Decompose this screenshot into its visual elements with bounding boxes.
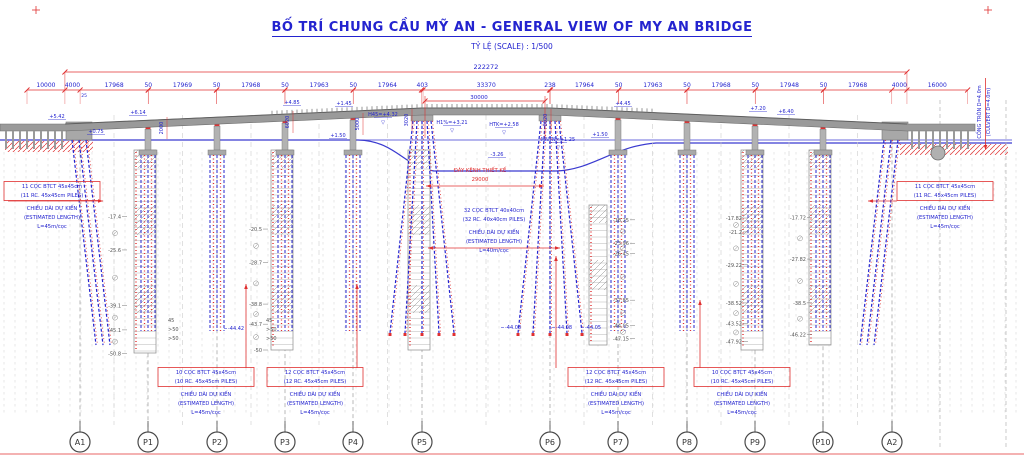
note-line: L=45m/cọc [601,410,631,416]
pier-id: P3 [280,438,290,447]
pile-tip-elevation: -44.08 [505,325,522,331]
spt-value: >50 [168,336,179,342]
pier-P2 [208,123,226,331]
segment-dim-label: 4000 [64,82,81,89]
note-line: L=45m/cọc [37,224,67,230]
segment-dim-label: 17969 [172,82,193,89]
depth-label: -38.52 [725,300,742,307]
pier-A2 [860,122,908,345]
segment-dim-label: 50 [819,82,828,89]
note-line: (ESTIMATED LENGTH) [287,401,343,407]
pier-id: P2 [212,438,222,447]
culvert-circle [931,146,945,160]
level-label: +0.75 [88,129,104,135]
drawing-scale-note: TỶ LỆ (SCALE) : 1/500 [471,42,553,51]
segment-dim-label: 17968 [104,82,124,89]
strata-symbol-slash [734,331,738,335]
strata-symbol-slash [734,247,738,251]
note-line: 12 CỌC BTCT 45x45cm [284,370,346,376]
water-level-symbol: ▽ [381,120,385,126]
pier-id: P4 [348,438,358,447]
water-level-symbol: ▽ [556,145,560,151]
depth-label: -43.7 [249,322,262,329]
log-outline [809,150,831,345]
pier-column [752,126,758,150]
strata-symbol-slash [798,237,802,241]
note-line: (ESTIMATED LENGTH) [588,401,644,407]
pier-id: P5 [417,438,427,447]
note-line: L=45m/cọc [727,410,757,416]
leader-arrow [555,246,560,250]
strata-symbol-slash [621,230,625,234]
segment-dim-label: 17963 [309,82,329,89]
note-p5p6-piles [428,208,560,254]
leader-arrow [698,300,702,305]
depth-label: -50.8 [108,351,121,358]
log-hatch-band [741,205,763,235]
water-level-symbol: ▽ [502,130,506,136]
note-line: (10 RC. 45x45cm PILES) [710,379,774,385]
pier-id: P9 [750,438,760,447]
channel-width-label: 29000 [471,177,489,183]
pier-label-P4 [343,421,363,452]
note-line: (12 RC. 45x45cm PILES) [283,379,347,385]
note-line: CHIỀU DÀI DỰ KIẾN [180,392,232,398]
note-line: CHIỀU DÀI DỰ KIẾN [289,392,341,398]
note-line: (ESTIMATED LENGTH) [714,401,770,407]
battered-pile [518,121,541,333]
pile-tip [438,333,441,336]
battered-pile [559,121,582,333]
note-line: L=40m/cọc [479,248,509,254]
note-line: CHIỀU DÀI DỰ KIẾN [716,392,768,398]
depth-label: -29.22 [725,262,742,269]
depth-label: -46.22 [789,332,806,339]
segment-dim-label: 403 [416,82,428,89]
leader-arrow [98,199,103,203]
segment-dim-label: 17968 [241,82,261,89]
strata-symbol-slash [734,223,738,227]
vertical-dim-label: 8020 [543,113,549,127]
segment-dim-label: 17964 [574,82,595,89]
spt-value: 45 [168,318,175,324]
level-label: +1.50 [592,132,608,138]
borehole-log [809,150,831,345]
pier-cap [678,150,696,155]
segment-dim-label: 50 [751,82,760,89]
log-hatch-band [271,205,293,235]
culvert-note [975,78,992,150]
depth-label: -38.5 [793,300,806,307]
depth-label: -47.15 [612,336,629,343]
pile-tip-elevation: -44.05 [585,325,602,331]
leader-arrow [868,199,873,203]
abutment-battered-pile-red [862,140,886,345]
pier-label-P8 [677,421,697,452]
sub-dim-label: 25 [81,94,87,99]
strata-symbol-slash [734,311,738,315]
pile-tip [389,333,392,336]
depth-label: -43.52 [725,321,742,328]
segment-dim-label: 50 [683,82,691,89]
segment-dim-label: 50 [349,82,358,89]
level-label: MNTN=+1.25 [540,137,576,143]
pier-id: A2 [886,438,898,447]
note-line: CHIỀU DÀI DỰ KIẾN [919,206,971,212]
note-line: 11 CỌC BTCT 45x45cm [21,184,83,190]
pier-cap [139,150,157,155]
level-label: +7.20 [750,106,766,112]
level-label: +5.42 [49,114,65,120]
depth-label: -23.96 [612,241,629,248]
pier-label-P1 [138,421,158,452]
log-outline [408,150,430,350]
pile-tip [421,333,424,336]
pier-cap [609,150,627,155]
pile-tip [581,333,584,336]
pier-label-P7 [608,421,628,452]
pile-tip [517,333,520,336]
abutment-battered-pile [874,140,898,345]
segment-dim-label: 50 [614,82,623,89]
segment-dim-label: 238 [544,82,556,89]
water-level-symbol: ▽ [450,128,454,134]
pier-label-P6 [540,421,560,452]
leader-arrow [554,256,558,261]
vertical-dim-label: 5000 [355,117,361,131]
level-label: +6.14 [130,110,146,116]
pier-label-A1 [70,421,90,452]
depth-label: -47.92 [725,339,742,346]
segment-dim-label: 50 [144,82,153,89]
pier-cap [208,150,226,155]
level-label: H1%=+3.21 [436,120,468,126]
pile-tip-elevation: -44.08 [556,325,573,331]
leader-arrow [244,284,248,289]
pier-id: P10 [815,438,831,447]
note-line: 10 CỌC BTCT 45x45cm [175,370,237,376]
abutment-battered-pile [79,140,103,345]
span-dim [423,95,548,138]
segment-dim-label: 17968 [711,82,731,89]
segment-dim-label: 17963 [643,82,663,89]
note-line: 12 CỌC BTCT 45x45cm [585,370,647,376]
culvert-note-line2: (CULVERT D=4.0m) [986,87,992,137]
pile-tip [532,333,535,336]
note-line: (32 RC. 40x40cm PILES) [462,217,526,223]
level-label: H45=+4.32 [368,112,398,118]
strata-symbol-slash [798,317,802,321]
pier-column [145,129,151,150]
pier-column [615,120,621,150]
segment-dim-label: 17968 [848,82,868,89]
pier-column [684,123,690,150]
dimension-chains [25,63,971,104]
note-line: CHIỀU DÀI DỰ KIẾN [468,230,520,236]
pier-label-P5 [412,421,432,452]
note-line: CHIỀU DÀI DỰ KIẾN [26,206,78,212]
pier-cap [746,150,764,155]
note-line: 11 CỌC BTCT 45x45cm [914,184,976,190]
depth-label: -21.2 [729,229,742,236]
log-hatch-band [134,205,156,235]
vertical-dim-label: 2000 [159,121,165,135]
pile-cap [411,115,433,121]
strata-symbol-slash [798,279,802,283]
vertical-dim-label: 6020 [285,115,291,129]
depth-label: -17.4 [108,214,121,221]
depth-label: -17.82 [725,216,742,223]
depth-label: -39.1 [108,303,121,310]
pier-id: P6 [545,438,555,447]
note-line: (12 RC. 45x45cm PILES) [584,379,648,385]
pile-tip [549,333,552,336]
log-hatch-band [589,260,607,290]
note-line: (11 RC. 45x45cm PILES) [913,193,977,199]
segment-dim-label: 16000 [927,82,947,89]
segment-dim-label: 10000 [36,82,56,89]
pier-cap [814,150,832,155]
log-hatch-band [408,285,430,313]
spt-value: >50 [266,336,277,342]
note-line: (11 RC. 45x45cm PILES) [20,193,84,199]
log-hatch-band [809,205,831,235]
pier-cap [344,150,362,155]
depth-label: -37.85 [612,298,629,305]
spt-value: 45 [266,318,273,324]
segment-dim-label: 50 [212,82,221,89]
depth-label: -28.7 [249,260,262,267]
spt-value: >50 [266,327,277,333]
total-dim-label: 222272 [473,63,499,71]
depth-label: -18.25 [612,217,629,224]
strata-symbol-slash [254,244,258,248]
note-line: 10 CỌC BTCT 45x45cm [711,370,773,376]
note-line: CHIỀU DÀI DỰ KIẾN [590,392,642,398]
pile-tip [566,333,569,336]
note-line: (ESTIMATED LENGTH) [24,215,80,221]
depth-label: -26.45 [612,251,629,258]
segment-dim-label: 4000 [891,82,908,89]
segment-dim-label: 17948 [779,82,799,89]
channel-label: ĐÁY KÊNH THIẾT KẾ [453,168,507,174]
depth-label: -44.05 [612,323,629,330]
depth-label: -20.5 [249,227,262,234]
note-p2-piles [158,284,254,416]
pier-column [820,129,826,150]
depth-label: -50 [253,348,262,354]
pier-label-A2 [882,421,902,452]
level-label: +4.45 [615,101,631,107]
abutment-battered-pile [86,140,110,345]
borehole-log [408,150,430,350]
pier-label-P2 [207,421,227,452]
pier-id: P7 [613,438,623,447]
abutment-battered-pile [72,140,96,345]
note-line: (ESTIMATED LENGTH) [917,215,973,221]
pier-label-P9 [745,421,765,452]
level-label: HTK=+2.58 [489,122,519,128]
note-line: (ESTIMATED LENGTH) [178,401,234,407]
pier-id: A1 [74,438,86,447]
pier-id: P1 [143,438,153,447]
log-hatch-band [408,205,430,235]
segment-dim-label: 33370 [476,82,496,89]
note-line: L=45m/cọc [300,410,330,416]
battered-pile-red [561,121,584,333]
drawing-title: BỐ TRÍ CHUNG CẦU MỸ AN - GENERAL VIEW OF MY AN BRIDGE [271,20,753,35]
pier-cap [276,150,294,155]
level-label: -3.26 [490,152,504,158]
pier-labels [70,421,902,452]
segment-dim-label: 50 [281,82,289,89]
battered-pile [431,121,454,333]
note-line: (ESTIMATED LENGTH) [466,239,522,245]
depth-label: -38.8 [249,302,262,309]
borehole-log [589,205,607,345]
pier-label-P3 [275,421,295,452]
note-line: L=45m/cọc [191,410,221,416]
pile-tip-elevation: -44.42 [228,326,245,332]
pier-A1 [66,122,112,345]
segment-dim-label: 17964 [377,82,397,89]
pier-id: P8 [682,438,692,447]
vertical-dim-label: 3020 [404,113,410,127]
level-label: +1.45 [336,101,352,107]
deck [0,108,975,131]
spt-value: >50 [168,327,179,333]
pier-column [214,126,220,150]
note-line: (10 RC. 45x45cm PILES) [174,379,238,385]
note-line: 32 CỌC BTCT 40x40cm [463,208,525,214]
abutment-battered-pile-red [74,140,98,345]
depth-label: -45.1 [108,327,121,334]
level-label: +1.50 [330,133,346,139]
note-line: L=45m/cọc [930,224,960,230]
strata-symbol-slash [734,282,738,286]
pier-label-P10 [813,421,833,452]
depth-label: -27.82 [789,257,806,264]
depth-label: -17.72 [789,215,806,222]
depth-label: -25.6 [108,247,121,254]
battered-pile-red [535,121,547,333]
span-dim-label: 30000 [470,95,488,101]
level-label: +6.40 [778,109,794,115]
note-a1-piles [4,182,103,231]
level-label: +4.85 [284,100,300,106]
culvert-note-line1: CỐNG TRÒN D=4.0m [977,85,983,139]
pile-tip [453,333,456,336]
strata-symbol-slash [621,275,625,279]
pile-tip [404,333,407,336]
